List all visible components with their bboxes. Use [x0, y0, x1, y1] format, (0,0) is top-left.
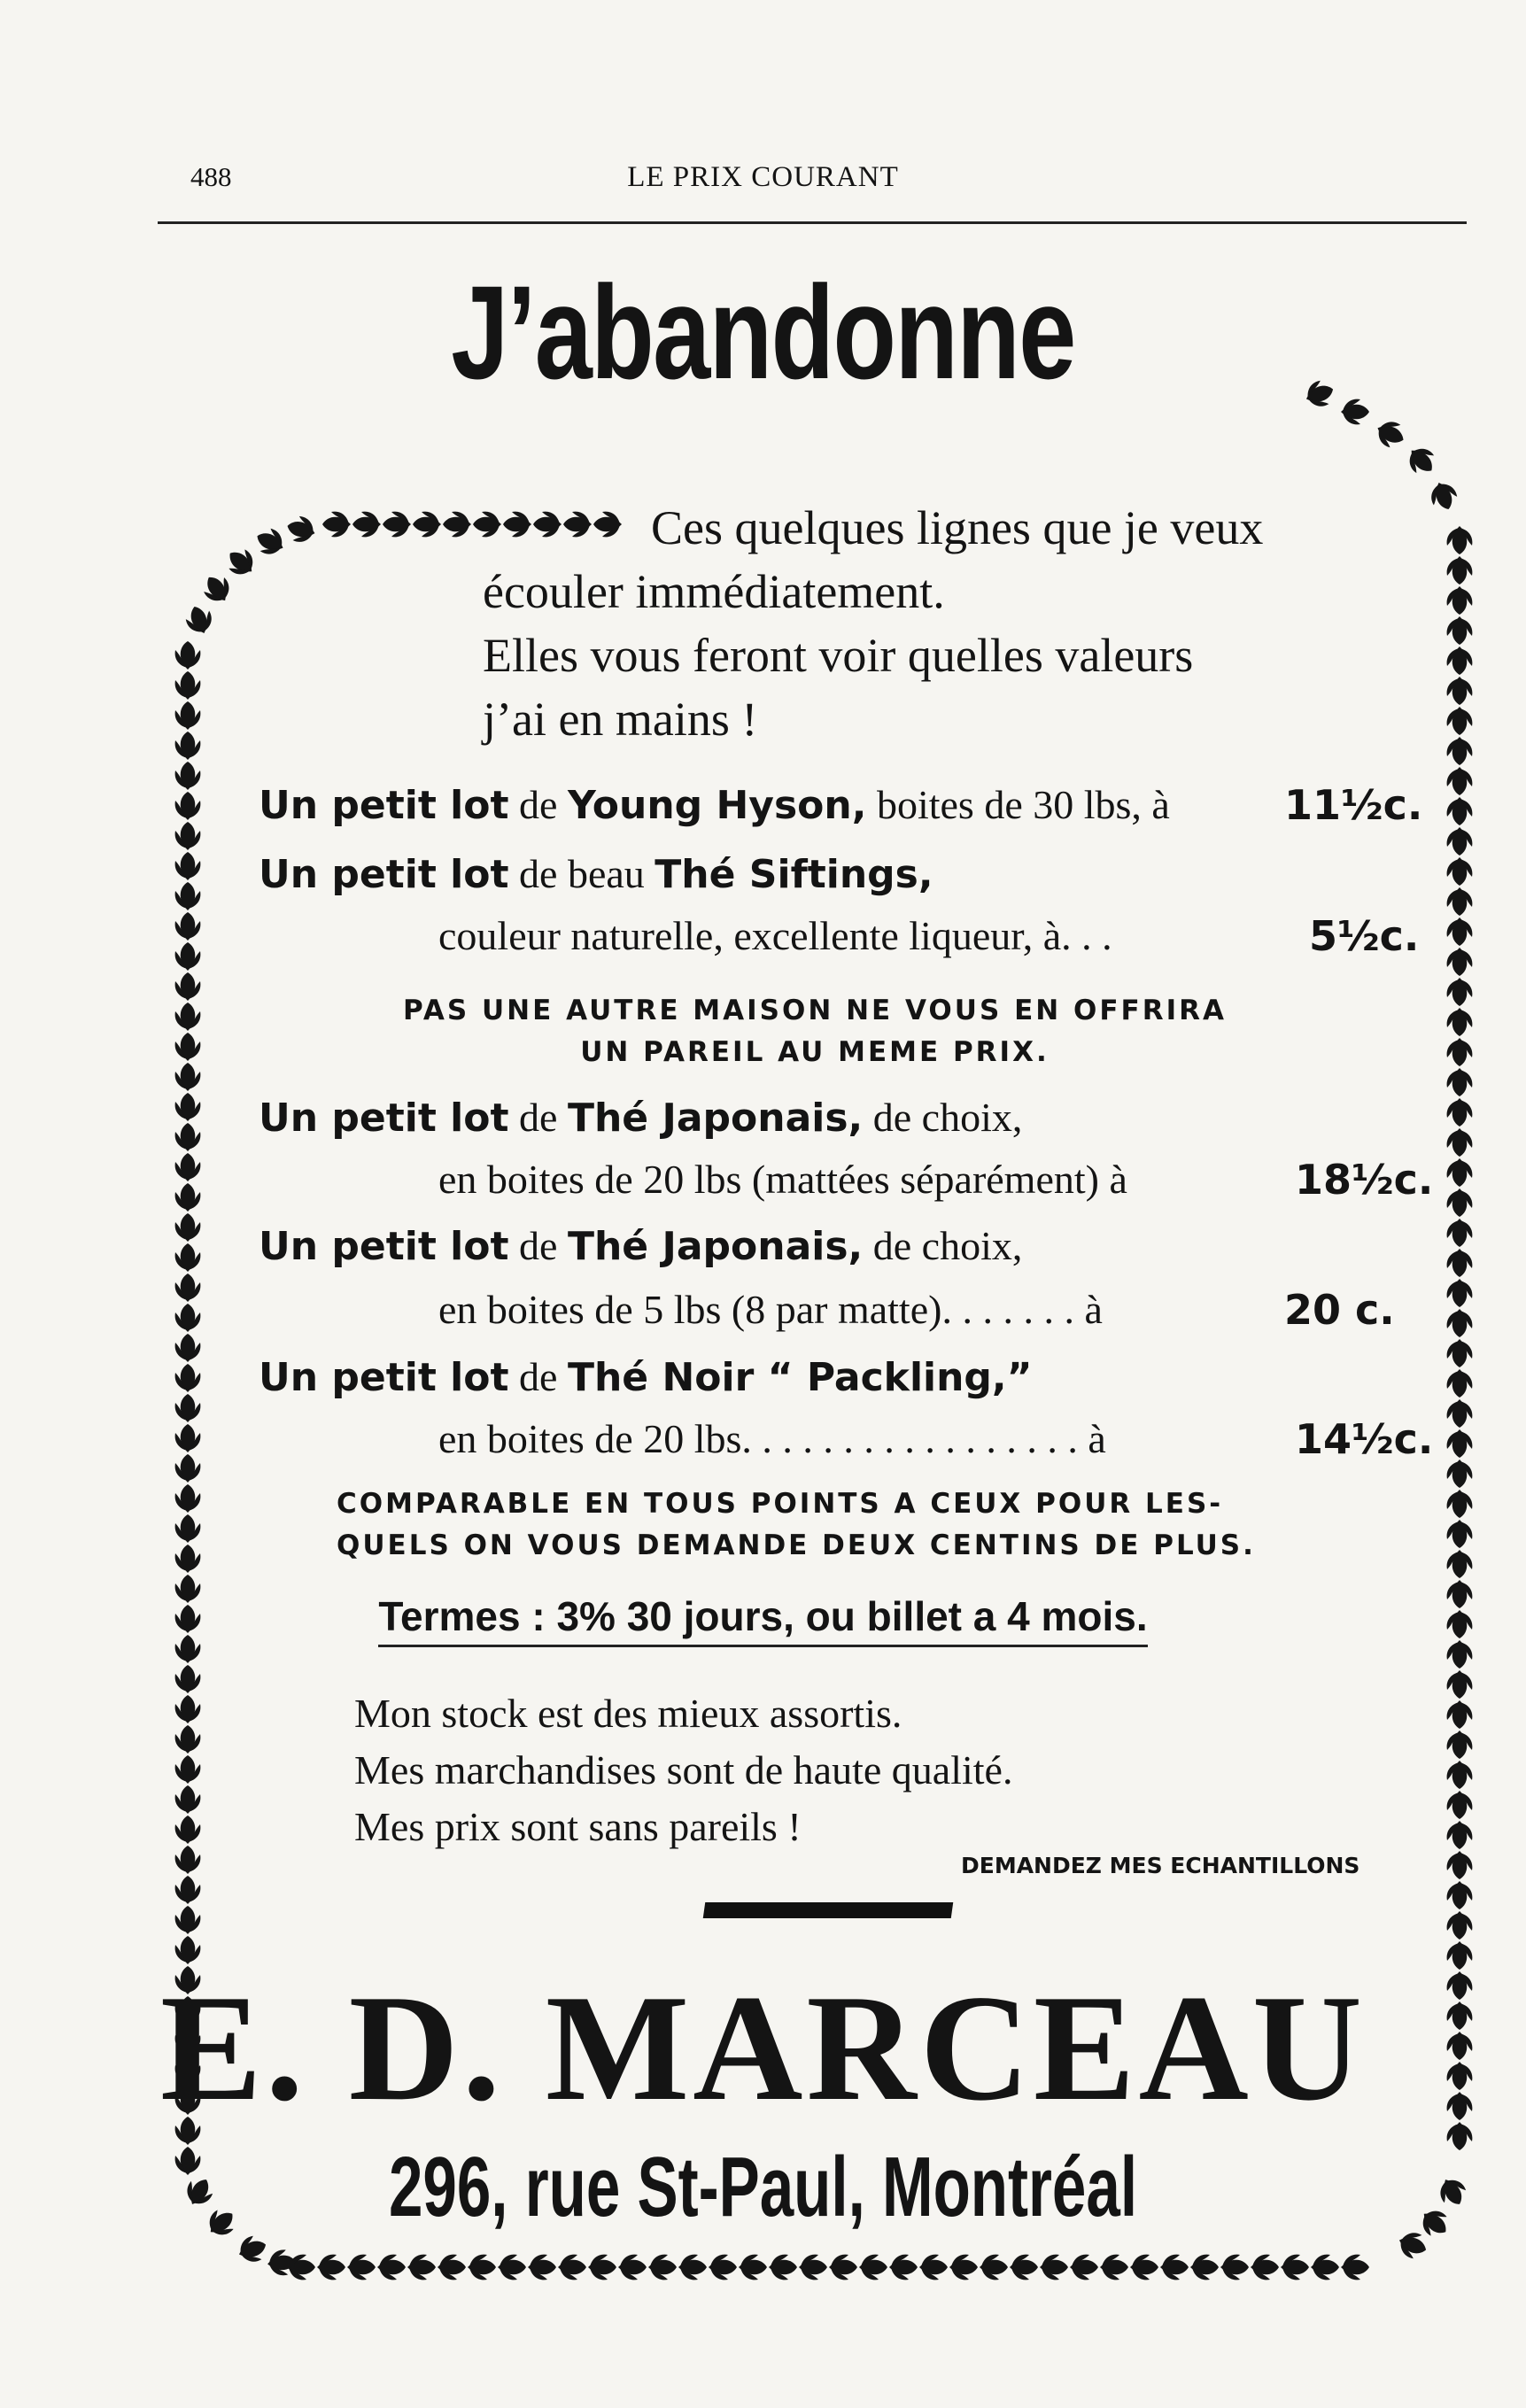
laurel-leaf-left — [175, 1906, 201, 1934]
closing-lines — [354, 1685, 1012, 1855]
laurel-leaf-left — [175, 1514, 201, 1543]
laurel-leaf-bottom — [980, 2255, 1008, 2280]
laurel-leaf-right — [1447, 647, 1473, 675]
laurel-leaf-right — [1447, 1279, 1473, 1307]
laurel-leaf-right — [1447, 1911, 1473, 1940]
intro-paragraph — [483, 496, 1390, 751]
laurel-leaf-right — [1447, 526, 1473, 554]
laurel-leaf-bottom — [1160, 2255, 1189, 2280]
item-noir-detail: en boites de 20 lbs. . . . . . . . . . . . . . . . . à — [438, 1416, 1106, 1461]
item-product: Young Hyson, — [567, 783, 867, 828]
laurel-leaf-left — [175, 1454, 201, 1483]
laurel-leaf-left — [175, 1785, 201, 1814]
laurel-leaf-corner — [235, 2233, 270, 2266]
laurel-leaf-left — [175, 1123, 201, 1151]
laurel-leaf-right — [1447, 1550, 1473, 1578]
notice-1-line-1: PAS UNE AUTRE MAISON NE VOUS EN OFFRIRA — [403, 995, 1227, 1026]
laurel-leaf-left — [175, 1243, 201, 1272]
laurel-leaf-bottom — [317, 2255, 345, 2280]
laurel-leaf-corner — [1341, 399, 1369, 425]
laurel-leaf-right — [1447, 616, 1473, 645]
intro-line-4: j’ai en mains ! — [483, 693, 758, 746]
laurel-leaf-left — [175, 1545, 201, 1573]
laurel-leaf-right — [1447, 1700, 1473, 1729]
laurel-leaf-corner — [284, 514, 318, 546]
laurel-leaf-corner — [182, 2173, 218, 2211]
laurel-leaf-corner — [1415, 2204, 1453, 2242]
price-noir: 14½c. — [1295, 1415, 1434, 1463]
item-de: de — [508, 782, 568, 827]
page-number: 488 — [190, 161, 232, 192]
laurel-leaf-left — [175, 1846, 201, 1874]
laurel-leaf-bottom — [1130, 2255, 1158, 2280]
laurel-leaf-right — [1447, 1429, 1473, 1458]
laurel-leaf-left — [175, 1665, 201, 1693]
laurel-leaf-right — [1447, 1098, 1473, 1127]
laurel-leaf-left — [175, 1213, 201, 1242]
laurel-leaf-left — [175, 882, 201, 910]
laurel-leaf-top — [352, 512, 381, 538]
laurel-leaf-right — [1447, 1399, 1473, 1428]
laurel-leaf-bottom — [799, 2255, 827, 2280]
item-de: de beau — [508, 851, 655, 896]
laurel-leaf-right — [1447, 797, 1473, 825]
laurel-leaf-right — [1447, 1189, 1473, 1217]
laurel-leaf-right — [1447, 1460, 1473, 1488]
laurel-leaf-left — [175, 641, 201, 670]
laurel-leaf-left — [175, 1063, 201, 1091]
laurel-leaf-left — [175, 912, 201, 941]
laurel-leaf-corner — [182, 602, 216, 638]
laurel-leaf-right — [1447, 1731, 1473, 1759]
laurel-leaf-right — [1447, 1369, 1473, 1398]
item-de: de — [508, 1095, 568, 1140]
laurel-leaf-bottom — [438, 2255, 466, 2280]
closing-line-2: Mes marchandises sont de haute qualité. — [354, 1747, 1013, 1792]
laurel-leaf-bottom — [648, 2255, 677, 2280]
laurel-leaf-bottom — [1040, 2255, 1068, 2280]
laurel-leaf-right — [1447, 1038, 1473, 1066]
laurel-leaf-left — [175, 762, 201, 790]
price-japonais-5: 20 c. — [1284, 1286, 1395, 1334]
laurel-leaf-right — [1447, 767, 1473, 795]
laurel-leaf-left — [175, 1183, 201, 1212]
laurel-leaf-left — [175, 1274, 201, 1302]
samples-note: DEMANDEZ MES ECHANTILLONS — [961, 1853, 1360, 1878]
laurel-leaf-bottom — [709, 2255, 737, 2280]
item-japonais-20 — [259, 1094, 1022, 1141]
intro-line-2: écouler immédiatement. — [483, 565, 945, 618]
laurel-leaf-corner — [1403, 442, 1441, 480]
laurel-leaf-top — [383, 512, 411, 538]
item-detail: boites de 30 lbs, à — [866, 782, 1170, 827]
laurel-leaf-bottom — [1010, 2255, 1038, 2280]
item-detail: de choix, — [863, 1223, 1023, 1268]
laurel-leaf-right — [1447, 737, 1473, 765]
laurel-leaf-right — [1447, 978, 1473, 1006]
laurel-leaf-left — [175, 972, 201, 1001]
laurel-leaf-left — [175, 1364, 201, 1392]
laurel-leaf-left — [175, 1695, 201, 1723]
laurel-leaf-left — [175, 942, 201, 971]
laurel-leaf-right — [1447, 1068, 1473, 1096]
item-young-hyson — [259, 781, 1170, 828]
laurel-leaf-right — [1447, 1791, 1473, 1819]
laurel-leaf-bottom — [588, 2255, 616, 2280]
laurel-leaf-left — [175, 1484, 201, 1513]
laurel-leaf-bottom — [347, 2255, 376, 2280]
item-de: de — [508, 1223, 568, 1268]
laurel-leaf-right — [1447, 556, 1473, 585]
price-japonais-20: 18½c. — [1295, 1156, 1434, 1204]
laurel-leaf-bottom — [1251, 2255, 1279, 2280]
laurel-leaf-left — [175, 1033, 201, 1061]
laurel-leaf-right — [1447, 1309, 1473, 1337]
item-product: Thé Noir “ Packling,” — [567, 1355, 1033, 1400]
laurel-leaf-left — [175, 2147, 201, 2175]
item-lot: Un petit lot — [259, 1096, 509, 1141]
laurel-leaf-left — [175, 852, 201, 880]
laurel-leaf-bottom — [1341, 2255, 1369, 2280]
item-japonais-5 — [259, 1222, 1022, 1269]
laurel-leaf-right — [1447, 1670, 1473, 1699]
item-japonais-20-detail: en boites de 20 lbs (mattées séparément) à — [438, 1157, 1127, 1202]
laurel-leaf-bottom — [558, 2255, 586, 2280]
item-noir — [259, 1353, 1033, 1400]
laurel-leaf-corner — [1427, 478, 1460, 514]
laurel-leaf-corner — [221, 544, 259, 582]
laurel-leaf-right — [1447, 1128, 1473, 1157]
laurel-leaf-right — [1447, 1490, 1473, 1518]
laurel-leaf-left — [175, 1394, 201, 1422]
laurel-leaf-top — [322, 512, 351, 538]
laurel-leaf-top — [413, 512, 441, 538]
laurel-leaf-right — [1447, 677, 1473, 705]
laurel-leaf-left — [175, 1334, 201, 1362]
item-lot: Un petit lot — [259, 1224, 509, 1269]
laurel-leaf-bottom — [1100, 2255, 1128, 2280]
laurel-leaf-bottom — [919, 2255, 948, 2280]
laurel-leaf-corner — [1435, 2173, 1471, 2211]
laurel-leaf-left — [175, 1003, 201, 1031]
item-de: de — [508, 1354, 568, 1399]
laurel-leaf-corner — [1372, 416, 1408, 452]
laurel-leaf-bottom — [829, 2255, 857, 2280]
laurel-leaf-bottom — [1070, 2255, 1098, 2280]
laurel-leaf-left — [175, 822, 201, 850]
laurel-leaf-right — [1447, 1821, 1473, 1849]
laurel-leaf-right — [1447, 1339, 1473, 1367]
payment-terms — [0, 1592, 1526, 1640]
laurel-leaf-bottom — [949, 2255, 978, 2280]
intro-line-3: Elles vous feront voir quelles valeurs — [483, 629, 1194, 682]
laurel-leaf-corner — [252, 524, 288, 560]
laurel-leaf-right — [1447, 887, 1473, 916]
laurel-leaf-right — [1447, 1851, 1473, 1879]
laurel-leaf-left — [175, 1153, 201, 1181]
laurel-leaf-right — [1447, 948, 1473, 976]
decorative-bar — [703, 1902, 954, 1918]
item-product: Thé Siftings, — [655, 852, 933, 897]
laurel-leaf-left — [175, 1755, 201, 1784]
laurel-leaf-bottom — [1190, 2255, 1219, 2280]
laurel-leaf-left — [175, 1936, 201, 1964]
laurel-leaf-right — [1447, 586, 1473, 615]
notice-2-line-2: QUELS ON VOUS DEMANDE DEUX CENTINS DE PLUS. — [337, 1529, 1256, 1561]
laurel-leaf-right — [1447, 857, 1473, 886]
running-title: LE PRIX COURANT — [627, 161, 899, 193]
laurel-leaf-left — [175, 1816, 201, 1844]
laurel-leaf-bottom — [1281, 2255, 1309, 2280]
laurel-leaf-bottom — [618, 2255, 647, 2280]
laurel-leaf-bottom — [1311, 2255, 1339, 2280]
merchant-name: E. D. MARCEAU — [159, 1964, 1367, 2133]
laurel-leaf-corner — [198, 570, 236, 608]
laurel-leaf-corner — [1395, 2228, 1430, 2262]
laurel-leaf-right — [1447, 827, 1473, 856]
laurel-leaf-bottom — [528, 2255, 556, 2280]
item-product: Thé Japonais, — [567, 1224, 864, 1269]
laurel-leaf-left — [175, 732, 201, 760]
item-siftings-detail: couleur naturelle, excellente liqueur, à. . . — [438, 913, 1112, 958]
laurel-leaf-right — [1447, 707, 1473, 735]
laurel-leaf-left — [175, 701, 201, 730]
notice-2-line-1: COMPARABLE EN TOUS POINTS A CEUX POUR LES- — [337, 1488, 1224, 1520]
laurel-leaf-left — [175, 1876, 201, 1904]
laurel-leaf-bottom — [678, 2255, 707, 2280]
laurel-leaf-right — [1447, 1249, 1473, 1277]
laurel-leaf-right — [1447, 1640, 1473, 1669]
laurel-leaf-right — [1447, 1158, 1473, 1187]
laurel-leaf-left — [175, 1304, 201, 1332]
laurel-leaf-bottom — [769, 2255, 797, 2280]
laurel-leaf-left — [175, 1424, 201, 1452]
merchant-address: 296, rue St-Paul, Montréal — [388, 2140, 1138, 2234]
laurel-leaf-bottom — [377, 2255, 406, 2280]
item-detail: de choix, — [863, 1095, 1023, 1140]
item-lot: Un petit lot — [259, 783, 509, 828]
payment-terms-text: Termes : 3% 30 jours, ou billet a 4 mois. — [378, 1593, 1147, 1647]
item-siftings — [259, 850, 933, 897]
laurel-leaf-right — [1447, 1881, 1473, 1909]
item-product: Thé Japonais, — [567, 1096, 864, 1141]
laurel-leaf-right — [1447, 918, 1473, 946]
item-lot: Un petit lot — [259, 852, 509, 897]
item-japonais-5-detail: en boites de 5 lbs (8 par matte). . . . . . . à — [438, 1287, 1103, 1332]
laurel-leaf-bottom — [498, 2255, 526, 2280]
item-lot: Un petit lot — [259, 1355, 509, 1400]
laurel-leaf-bottom — [889, 2255, 918, 2280]
laurel-leaf-left — [175, 1725, 201, 1754]
laurel-leaf-bottom — [739, 2255, 767, 2280]
intro-line-1: Ces quelques lignes que je veux — [651, 501, 1264, 554]
laurel-leaf-bottom — [859, 2255, 887, 2280]
price-siftings: 5½c. — [1309, 912, 1420, 960]
laurel-leaf-right — [1447, 1219, 1473, 1247]
notice-1-line-2: UN PAREIL AU MEME PRIX. — [580, 1036, 1050, 1068]
laurel-leaf-right — [1447, 1761, 1473, 1789]
laurel-leaf-left — [175, 671, 201, 700]
ad-title: J’abandonne — [451, 258, 1075, 406]
laurel-leaf-bottom — [468, 2255, 496, 2280]
laurel-leaf-bottom — [407, 2255, 436, 2280]
laurel-leaf-bottom — [1220, 2255, 1249, 2280]
laurel-leaf-left — [175, 792, 201, 820]
closing-line-3: Mes prix sont sans pareils ! — [354, 1804, 802, 1849]
closing-line-1: Mon stock est des mieux assortis. — [354, 1691, 902, 1736]
laurel-leaf-left — [175, 1093, 201, 1121]
price-young-hyson: 11½c. — [1284, 781, 1423, 829]
laurel-leaf-top — [443, 512, 471, 538]
laurel-leaf-right — [1447, 1520, 1473, 1548]
laurel-leaf-right — [1447, 1008, 1473, 1036]
laurel-leaf-corner — [1302, 377, 1337, 411]
